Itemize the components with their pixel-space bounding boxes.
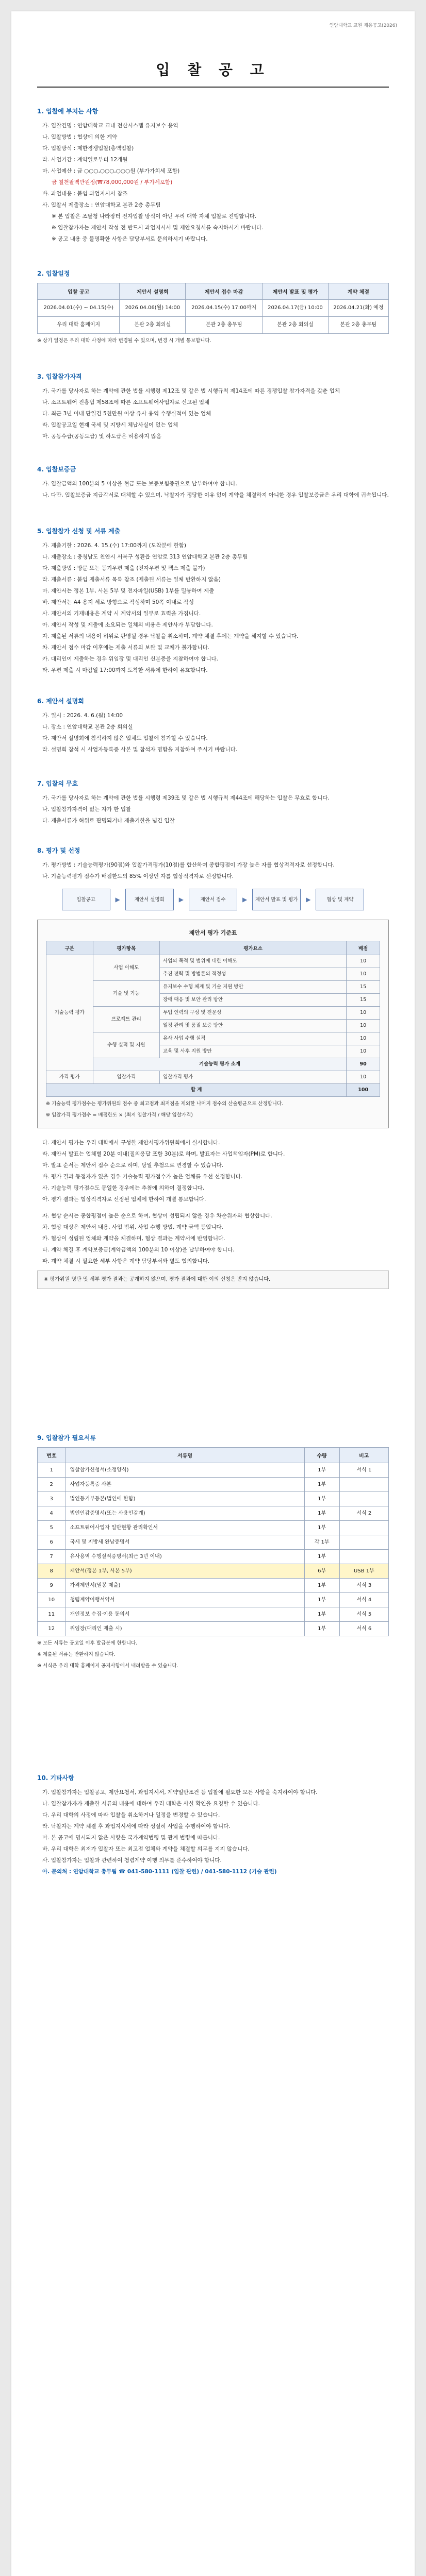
- contact-line: 아. 문의처 : 연암대학교 총무팀 ☎ 041-580-1111 (입찰 관련) / 041-580-1112 (기술 관련): [42, 1869, 277, 1875]
- document-note: [339, 1478, 388, 1492]
- text-line: 가. 제출기한 : 2026. 4. 15.(수) 17:00까지 (도착분에 한함): [42, 543, 186, 549]
- evaluation-table: [46, 941, 380, 1097]
- document-qty: 1부: [304, 1463, 339, 1478]
- table-cell: 10: [347, 1071, 380, 1084]
- document-name: 법인등기부등본(법인에 한함): [65, 1492, 304, 1506]
- row-number: 2: [38, 1478, 65, 1492]
- table-row: [38, 1550, 389, 1564]
- text-line: ※ 본 입찰은 조달청 나라장터 전자입찰 방식이 아닌 우리 대학 자체 입찰로 진행합니다.: [52, 213, 257, 219]
- table-row: [38, 1593, 389, 1607]
- section-submission: [37, 527, 389, 676]
- documents-table: [37, 1447, 389, 1636]
- document-qty: 1부: [304, 1492, 339, 1506]
- document-page: [11, 11, 415, 2576]
- table-row: [38, 1463, 389, 1478]
- table-cell: 프로젝트 관리: [93, 1007, 159, 1032]
- row-number: 4: [38, 1506, 65, 1521]
- text-line: 마. 발표 순서는 제안서 접수 순으로 하며, 당일 추첨으로 변경할 수 있습니다.: [42, 1162, 224, 1168]
- text-line: 다. 제출방법 : 방문 또는 등기우편 제출 (전자우편 및 팩스 제출 불가): [42, 565, 205, 571]
- section-evaluation: [37, 846, 389, 1289]
- text-line: 가. 입찰참가자는 입찰공고, 제안요청서, 과업지시서, 계약일반조건 등 입찰에 필요한 모든 사항을 숙지하여야 합니다.: [42, 1789, 318, 1795]
- text-line: 나. 제출장소 : 충청남도 천안시 서북구 성환읍 연암로 313 연암대학교 본관 2층 총무팀: [42, 554, 248, 560]
- text-line: 차. 제안서 접수 마감 이후에는 제출 서류의 보완 및 교체가 불가합니다.: [42, 645, 210, 651]
- table-cell: 기술능력 평가: [46, 955, 93, 1071]
- process-flow: [37, 889, 389, 910]
- document-note: 서식 4: [339, 1593, 388, 1607]
- table-header: 번호: [38, 1448, 65, 1463]
- table-cell: 2026.04.01(수) ~ 04.15(수): [38, 300, 120, 317]
- document-qty: 1부: [304, 1579, 339, 1593]
- text-line: 아. 제안서 작성 및 제출에 소요되는 일체의 비용은 제안사가 부담합니다.: [42, 622, 213, 628]
- table-cell: 유사 사업 수행 실적: [159, 1032, 346, 1045]
- text-line: 라. 입찰공고일 현재 국세 및 지방세 체납사실이 없는 업체: [42, 422, 178, 428]
- table-row: [38, 1478, 389, 1492]
- text-line: 라. 제안서 발표는 업체별 20분 이내(질의응답 포함 30분)로 하며, 발표자는 사업책임자(PM)로 합니다.: [42, 1151, 285, 1157]
- row-number: 12: [38, 1622, 65, 1636]
- eval-note: ※ 입찰가격 평가점수 = 배점한도 × (최저 입찰가격 / 해당 입찰가격): [46, 1112, 193, 1118]
- flow-step: 제안서 발표 및 평가: [252, 889, 301, 910]
- document-qty: 1부: [304, 1506, 339, 1521]
- text-line: 바. 평가 결과 동점자가 있을 경우 기술능력 평가점수가 높은 업체를 우선 선정합니다.: [42, 1174, 243, 1180]
- text-line: 다. 최근 3년 이내 단일건 5천만원 이상 유사 용역 수행실적이 있는 업체: [42, 411, 211, 417]
- total-value: 100: [347, 1084, 380, 1097]
- section-invalid: [37, 779, 389, 827]
- document-name: 가격제안서(밀봉 제출): [65, 1579, 304, 1593]
- row-number: 5: [38, 1521, 65, 1535]
- text-line: 아. 평가 결과는 협상적격자로 선정된 업체에 한하여 개별 통보합니다.: [42, 1196, 206, 1202]
- table-header: 배점: [347, 941, 380, 955]
- table-cell: 10: [347, 1007, 380, 1020]
- flow-step: 입찰공고: [62, 889, 110, 910]
- text-line: 사. 제안서의 기재내용은 계약 시 계약서의 일부로 효력을 가집니다.: [42, 611, 201, 617]
- flow-step: 제안서 접수: [189, 889, 237, 910]
- document-note: 서식 2: [339, 1506, 388, 1521]
- table-header: 제안서 접수 마감: [186, 283, 263, 300]
- page-title: 입 찰 공 고: [156, 61, 270, 78]
- table-cell: 가격 평가: [46, 1071, 93, 1084]
- document-note: USB 1부: [339, 1564, 388, 1579]
- table-header: 평가요소: [159, 941, 346, 955]
- text-line: 마. 공동수급(공동도급) 및 하도급은 허용하지 않음: [42, 433, 162, 439]
- text-line: ※ 입찰참가자는 제안서 작성 전 반드시 과업지시서 및 제안요청서를 숙지하시기 바랍니다.: [52, 225, 264, 231]
- row-number: 8: [38, 1564, 65, 1579]
- subtotal-label: 기술능력 평가 소계: [93, 1058, 347, 1071]
- documents-note: ※ 서식은 우리 대학 홈페이지 공지사항에서 내려받을 수 있습니다.: [37, 1663, 178, 1669]
- text-line: 마. 사업예산 : 금 ○○○,○○○,○○○원 (부가가치세 포함): [42, 168, 180, 174]
- text-line: 나. 다만, 입찰보증금 지급각서로 대체할 수 있으며, 낙찰자가 정당한 이유 없이 계약을 체결하지 아니한 경우 입찰보증금은 우리 대학에 귀속됩니다.: [42, 492, 389, 498]
- table-cell: 입찰가격: [93, 1071, 159, 1084]
- table-row: [38, 1607, 389, 1622]
- text-line: 다. 입찰방식 : 제한경쟁입찰(총액입찰): [42, 145, 134, 151]
- text-line: 카. 협상이 성립된 업체와 계약을 체결하며, 협상 결과는 계약서에 반영합니다.: [42, 1235, 225, 1242]
- table-header: 제안서 설명회: [120, 283, 186, 300]
- section-briefing: [37, 697, 389, 756]
- table-cell: 15: [347, 994, 380, 1007]
- table-cell: 일정 관리 및 품질 보증 방안: [159, 1020, 346, 1032]
- total-label: 합 계: [46, 1084, 347, 1097]
- section-heading: 9. 입찰참가 필요서류: [37, 1434, 96, 1442]
- table-cell: 교육 및 사후 지원 방안: [159, 1045, 346, 1058]
- row-number: 3: [38, 1492, 65, 1506]
- document-note: 서식 1: [339, 1463, 388, 1478]
- text-line: 가. 입찰금액의 100분의 5 이상을 현금 또는 보증보험증권으로 납부하여야 합니다.: [42, 481, 237, 487]
- table-cell: 2026.04.21(화) 예정: [328, 300, 388, 317]
- schedule-note: ※ 상기 일정은 우리 대학 사정에 따라 변경될 수 있으며, 변경 시 개별 통보합니다.: [37, 338, 211, 344]
- text-line: 라. 설명회 참석 시 사업자등록증 사본 및 참석자 명함을 지참하여 주시기 바랍니다.: [42, 747, 238, 753]
- text-line: 다. 제안서 설명회에 참석하지 않은 업체도 입찰에 참가할 수 있습니다.: [42, 735, 208, 741]
- text-line: 라. 낙찰자는 계약 체결 후 과업지시서에 따라 성실히 사업을 수행하여야 합니다.: [42, 1823, 231, 1829]
- table-cell: 10: [347, 1045, 380, 1058]
- document-qty: 6부: [304, 1564, 339, 1579]
- table-cell: 투입 인력의 구성 및 전문성: [159, 1007, 346, 1020]
- schedule-table: [37, 283, 389, 334]
- section-bond: [37, 465, 389, 501]
- table-cell: 2026.04.17(금) 10:00: [263, 300, 329, 317]
- document-note: [339, 1492, 388, 1506]
- eval-table-title: 제안서 평가 기준표: [189, 929, 237, 936]
- document-qty: 1부: [304, 1593, 339, 1607]
- flow-step: 제안서 설명회: [125, 889, 174, 910]
- table-cell: 수행 실적 및 지원: [93, 1032, 159, 1058]
- text-line: 카. 대리인이 제출하는 경우 위임장 및 대리인 신분증을 지참하여야 합니다.: [42, 656, 219, 662]
- row-number: 1: [38, 1463, 65, 1478]
- table-cell: 우리 대학 홈페이지: [38, 317, 120, 334]
- section-heading: 3. 입찰참가자격: [37, 373, 82, 380]
- text-line: 사. 입찰서 제출장소 : 연암대학교 본관 2층 총무팀: [42, 202, 161, 208]
- text-line: 나. 입찰참가자격이 없는 자가 한 입찰: [42, 806, 132, 812]
- text-line: 가. 일시 : 2026. 4. 6.(월) 14:00: [42, 713, 123, 719]
- text-line: 나. 소프트웨어 진흥법 제58조에 따른 소프트웨어사업자로 신고된 업체: [42, 399, 210, 405]
- table-header: 평가항목: [93, 941, 159, 955]
- text-line: 타. 계약 체결 후 계약보증금(계약금액의 100분의 10 이상)을 납부하여야 합니다.: [42, 1247, 235, 1253]
- document-qty: 1부: [304, 1550, 339, 1564]
- text-line: 나. 입찰방법 : 협상에 의한 계약: [42, 134, 118, 140]
- row-number: 7: [38, 1550, 65, 1564]
- table-header: 구분: [46, 941, 93, 955]
- document-qty: 1부: [304, 1478, 339, 1492]
- arrow-right-icon: ▶: [115, 896, 120, 903]
- table-cell: 유지보수 수행 체계 및 기술 지원 방안: [159, 981, 346, 994]
- text-line: 사. 입찰참가자는 입찰과 관련하여 청렴계약 이행 의무를 준수하여야 합니다.: [42, 1857, 222, 1863]
- document-name: 청렴계약이행서약서: [65, 1593, 304, 1607]
- document-qty: 1부: [304, 1622, 339, 1636]
- document-note: 서식 5: [339, 1607, 388, 1622]
- section-heading: 6. 제안서 설명회: [37, 698, 84, 705]
- table-row: [38, 1564, 389, 1579]
- section-heading: 2. 입찰일정: [37, 270, 70, 277]
- table-cell: 10: [347, 968, 380, 981]
- text-line: 가. 국가를 당사자로 하는 계약에 관한 법률 시행령 제39조 및 같은 법 시행규칙 제44조에 해당하는 입찰은 무효로 합니다.: [42, 795, 330, 801]
- section-other: [37, 1773, 389, 1878]
- table-cell: 2026.04.15(수) 17:00까지: [186, 300, 263, 317]
- table-cell: 10: [347, 955, 380, 968]
- text-line: 자. 협상 순서는 종합평점이 높은 순으로 하며, 협상이 성립되지 않을 경우 차순위자와 협상합니다.: [42, 1213, 272, 1219]
- text-line: 가. 입찰건명 : 연암대학교 교내 전산시스템 유지보수 용역: [42, 123, 178, 129]
- table-row: [38, 1579, 389, 1593]
- text-line: 바. 제안서는 A4 용지 세로 방향으로 작성하며 50쪽 이내로 작성: [42, 599, 194, 605]
- table-cell: 사업의 목적 및 범위에 대한 이해도: [159, 955, 346, 968]
- section-heading: 7. 입찰의 무효: [37, 780, 78, 787]
- table-cell: 15: [347, 981, 380, 994]
- table-cell: 기술 및 기능: [93, 981, 159, 1007]
- table-row: [38, 1535, 389, 1550]
- table-cell: 추진 전략 및 방법론의 적정성: [159, 968, 346, 981]
- text-line: 자. 제출된 서류의 내용이 허위로 판명될 경우 낙찰을 취소하며, 계약 체결 후에는 계약을 해지할 수 있습니다.: [42, 633, 299, 639]
- budget-highlight: 금 칠천팔백만원정(₩78,000,000원 / 부가세포함): [52, 179, 173, 185]
- text-line: 사. 기술능력 평가점수도 동일한 경우에는 추첨에 의하여 결정합니다.: [42, 1185, 205, 1191]
- table-header: 계약 체결: [328, 283, 388, 300]
- document-note: [339, 1550, 388, 1564]
- section-overview: [37, 107, 389, 245]
- table-row: [38, 1521, 389, 1535]
- table-cell: 본관 2층 총무팀: [328, 317, 388, 334]
- section-schedule: [37, 269, 389, 345]
- text-line: 가. 평가방법 : 기술능력평가(90점)와 입찰가격평가(10점)를 합산하여 종합평점이 가장 높은 자를 협상적격자로 선정합니다.: [42, 862, 335, 868]
- text-line: 마. 본 공고에 명시되지 않은 사항은 국가계약법령 및 관계 법령에 따릅니다.: [42, 1835, 220, 1841]
- row-number: 11: [38, 1607, 65, 1622]
- arrow-right-icon: ▶: [306, 896, 311, 903]
- table-header: 비고: [339, 1448, 388, 1463]
- row-number: 6: [38, 1535, 65, 1550]
- text-line: 차. 협상 대상은 제안서 내용, 사업 범위, 사업 수행 방법, 계약 금액 등입니다.: [42, 1224, 223, 1230]
- document-name: 사업자등록증 사본: [65, 1478, 304, 1492]
- document-name: 소프트웨어사업자 일반현황 관리확인서: [65, 1521, 304, 1535]
- arrow-right-icon: ▶: [178, 896, 184, 903]
- table-cell: 10: [347, 1032, 380, 1045]
- table-cell: 본관 2층 회의실: [120, 317, 186, 334]
- text-line: 다. 제출서류가 허위로 판명되거나 제출기한을 넘긴 입찰: [42, 818, 175, 824]
- table-cell: 사업 이해도: [93, 955, 159, 981]
- row-number: 9: [38, 1579, 65, 1593]
- text-line: ※ 공고 내용 중 불명확한 사항은 담당부서로 문의하시기 바랍니다.: [52, 236, 208, 242]
- text-line: 파. 계약 체결 시 필요한 세부 사항은 계약 담당부서와 별도 협의합니다.: [42, 1258, 210, 1264]
- table-cell: 본관 2층 총무팀: [186, 317, 263, 334]
- document-note: [339, 1535, 388, 1550]
- document-note: 서식 6: [339, 1622, 388, 1636]
- flow-step: 협상 및 계약: [316, 889, 364, 910]
- text-line: 가. 국가를 당사자로 하는 계약에 관한 법률 시행령 제12조 및 같은 법 시행규칙 제14조에 따른 경쟁입찰 참가자격을 갖춘 업체: [42, 388, 340, 394]
- evaluation-criteria-box: [37, 920, 389, 1128]
- table-header: 입찰 공고: [38, 283, 120, 300]
- document-name: 입찰참가신청서(소정양식): [65, 1463, 304, 1478]
- document-name: 국세 및 지방세 완납증명서: [65, 1535, 304, 1550]
- table-cell: 입찰가격 평가: [159, 1071, 346, 1084]
- document-name: 위임장(대리인 제출 시): [65, 1622, 304, 1636]
- title-divider: [37, 87, 389, 88]
- section-eligibility: [37, 372, 389, 443]
- table-header: 서류명: [65, 1448, 304, 1463]
- text-line: 나. 기술능력평가 점수가 배점한도의 85% 이상인 자를 협상적격자로 선정합니다.: [42, 873, 234, 879]
- documents-note: ※ 제출된 서류는 반환하지 않습니다.: [37, 1652, 116, 1657]
- eval-note: ※ 기술능력 평가점수는 평가위원의 점수 중 최고점과 최저점을 제외한 나머지 점수의 산술평균으로 산정합니다.: [46, 1101, 284, 1107]
- evaluation-notice-box: ※ 평가위원 명단 및 세부 평가 결과는 공개하지 않으며, 평가 결과에 대한 이의 신청은 받지 않습니다.: [37, 1270, 389, 1289]
- table-header: 제안서 발표 및 평가: [263, 283, 329, 300]
- table-cell: 10: [347, 1020, 380, 1032]
- text-line: 라. 제출서류 : 붙임 제출서류 목록 참조 (제출된 서류는 일체 반환하지 않음): [42, 577, 221, 583]
- text-line: 바. 우리 대학은 최저가 입찰자 또는 최고점 업체와 계약을 체결할 의무를 지지 않습니다.: [42, 1846, 250, 1852]
- subtotal-value: 90: [347, 1058, 380, 1071]
- table-cell: 본관 2층 회의실: [263, 317, 329, 334]
- document-note: 서식 3: [339, 1579, 388, 1593]
- table-cell: 장애 대응 및 보안 관리 방안: [159, 994, 346, 1007]
- document-qty: 1부: [304, 1521, 339, 1535]
- text-line: 나. 입찰참가자가 제출한 서류의 내용에 대하여 우리 대학은 사실 확인을 요청할 수 있습니다.: [42, 1801, 260, 1807]
- document-name: 유사용역 수행실적증명서(최근 3년 이내): [65, 1550, 304, 1564]
- text-line: 나. 장소 : 연암대학교 본관 2층 회의실: [42, 724, 133, 730]
- table-row: [38, 1622, 389, 1636]
- document-name: 개인정보 수집·이용 동의서: [65, 1607, 304, 1622]
- text-line: 다. 제안서 평가는 우리 대학에서 구성한 제안서평가위원회에서 실시합니다.: [42, 1140, 220, 1146]
- document-qty: 1부: [304, 1607, 339, 1622]
- document-qty: 각 1부: [304, 1535, 339, 1550]
- section-documents: [37, 1433, 389, 1670]
- table-header: 수량: [304, 1448, 339, 1463]
- text-line: 라. 사업기간 : 계약일로부터 12개월: [42, 157, 128, 163]
- document-note: [339, 1521, 388, 1535]
- document-name: 법인인감증명서(또는 사용인감계): [65, 1506, 304, 1521]
- document-name: 제안서(정본 1부, 사본 5부): [65, 1564, 304, 1579]
- section-heading: 4. 입찰보증금: [37, 466, 76, 473]
- header-note: 연암대학교 교원 채용공고(2026): [329, 23, 397, 28]
- section-heading: 5. 입찰참가 신청 및 서류 제출: [37, 528, 121, 535]
- table-row: [38, 1492, 389, 1506]
- text-line: 바. 과업내용 : 붙임 과업지시서 참조: [42, 191, 128, 197]
- table-cell: 2026.04.06(월) 14:00: [120, 300, 186, 317]
- section-heading: 10. 기타사항: [37, 1774, 74, 1782]
- table-row: [38, 1506, 389, 1521]
- section-heading: 1. 입찰에 부치는 사항: [37, 108, 99, 115]
- documents-note: ※ 모든 서류는 공고일 이후 발급분에 한합니다.: [37, 1640, 138, 1646]
- text-line: 마. 제안서는 정본 1부, 사본 5부 및 전자파일(USB) 1부를 밀봉하여 제출: [42, 588, 215, 594]
- row-number: 10: [38, 1593, 65, 1607]
- text-line: 다. 우리 대학의 사정에 따라 입찰을 취소하거나 일정을 변경할 수 있습니다.: [42, 1812, 220, 1818]
- section-heading: 8. 평가 및 선정: [37, 847, 80, 854]
- text-line: 타. 우편 제출 시 마감일 17:00까지 도착한 서류에 한하여 유효합니다.: [42, 667, 208, 673]
- arrow-right-icon: ▶: [242, 896, 248, 903]
